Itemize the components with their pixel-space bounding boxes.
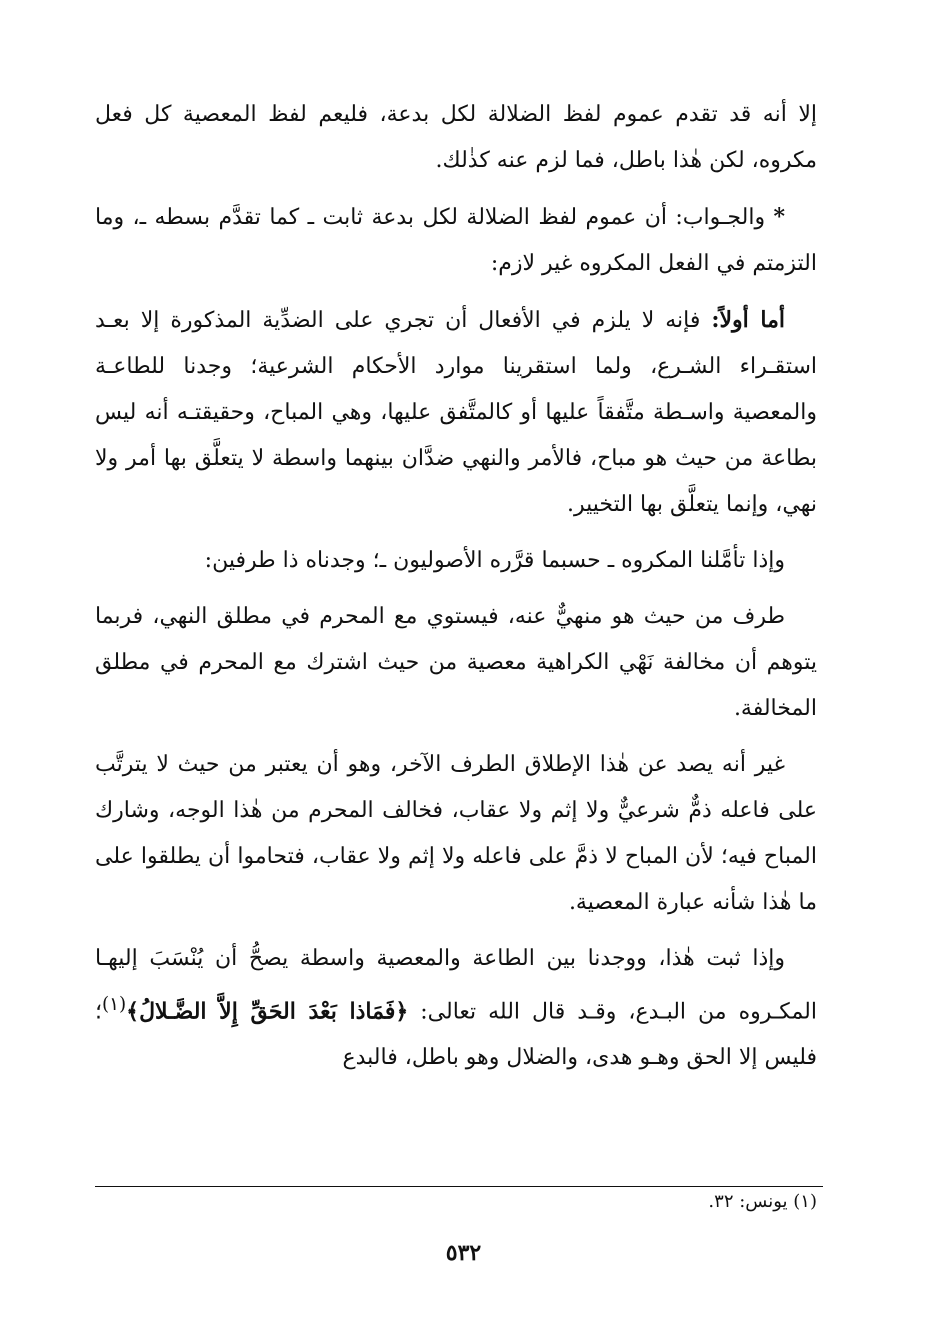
paragraph-1 — [95, 92, 817, 184]
paragraph-text: إلا أنه قد تقدم عموم لفظ الضلالة لكل بدعة، فليعم لفظ المعصية كل فعل مكروه، لكن هٰذا باطل، فما لزم عنه كذٰلك. — [95, 102, 817, 173]
paragraph-text: وإذا تأمَّلنا المكروه ـ حسبما قرَّره الأصوليون ـ؛ وجدناه ذا طرفين: — [204, 548, 785, 573]
paragraph-5 — [95, 594, 817, 732]
paragraph-4 — [95, 538, 817, 584]
paragraph-3 — [95, 297, 817, 528]
page-number: ٥٣٢ — [445, 1240, 482, 1266]
paragraph-text: فإنه لا يلزم في الأفعال أن تجري على الضدِّية المذكورة إلا بعـد استقـراء الشـرع، ولما استقرينا موارد الأحكام الشرعية؛ وجدنا للطاعـة والمعصية واسـطة متَّفقاً عليها أو كالمتَّفق عليها، وهي المباح، وحقيقتـه أنه ليس بطاعة من حيث هو مباح، فالأمر والنهي ضدَّان بينهما واسطة لا يتعلَّق بها أمر ولا نهي، وإنما يتعلَّق بها التخيير. — [95, 308, 817, 517]
paragraph-text: غير أنه يصد عن هٰذا الإطلاق الطرف الآخر، وهو أن يعتبر من حيث لا يترتَّب على فاعله ذمٌّ شرعيٌّ ولا إثم ولا عقاب، فخالف المحرم من هٰذا الوجه، وشارك المباح فيه؛ لأن المباح لا ذمَّ على فاعله ولا إثم ولا عقاب، فتحاموا أن يطلقوا على ما هٰذا شأنه عبارة المعصية. — [95, 752, 817, 915]
paragraph-text: ؛ فليس إلا الحق وهـو هدى، والضلال وهو باطل، فالبدع — [95, 999, 817, 1071]
footnote-marker: (١) — [102, 994, 127, 1015]
asterisk-marker: * — [773, 204, 785, 230]
footnote: (١) يونس: ٣٢. — [708, 1191, 817, 1212]
paragraph-6 — [95, 742, 817, 926]
paragraph-text: طرف من حيث هو منهيٌّ عنه، فيستوي مع المحرم في مطلق النهي، فربما يتوهم أن مخالفة نَهْي الكراهية معصية من حيث اشترك مع المحرم في مطلق المخالفة. — [95, 604, 817, 721]
quran-verse: ﴿فَمَاذا بَعْدَ الحَقِّ إِلاَّ الضَّـلالُ﴾ — [126, 998, 409, 1025]
footnote-divider — [95, 1186, 823, 1187]
paragraph-lead: أما أولاً: — [711, 307, 785, 333]
body-text — [95, 92, 817, 1091]
paragraph-2 — [95, 194, 817, 287]
paragraph-text: والجـواب: أن عموم لفظ الضلالة لكل بدعة ثابت ـ كما تقدَّم بسطه ـ، وما التزمتم في الفعل المكروه غير لازم: — [95, 205, 817, 276]
paragraph-text: وإذا ثبت هٰذا، ووجدنا بين الطاعة والمعصية واسطة يصحُّ أن يُنْسَبَ إليهـا المكـروه من البـدع، وقـد قال الله تعالى: — [95, 946, 817, 1025]
paragraph-7 — [95, 936, 817, 1081]
